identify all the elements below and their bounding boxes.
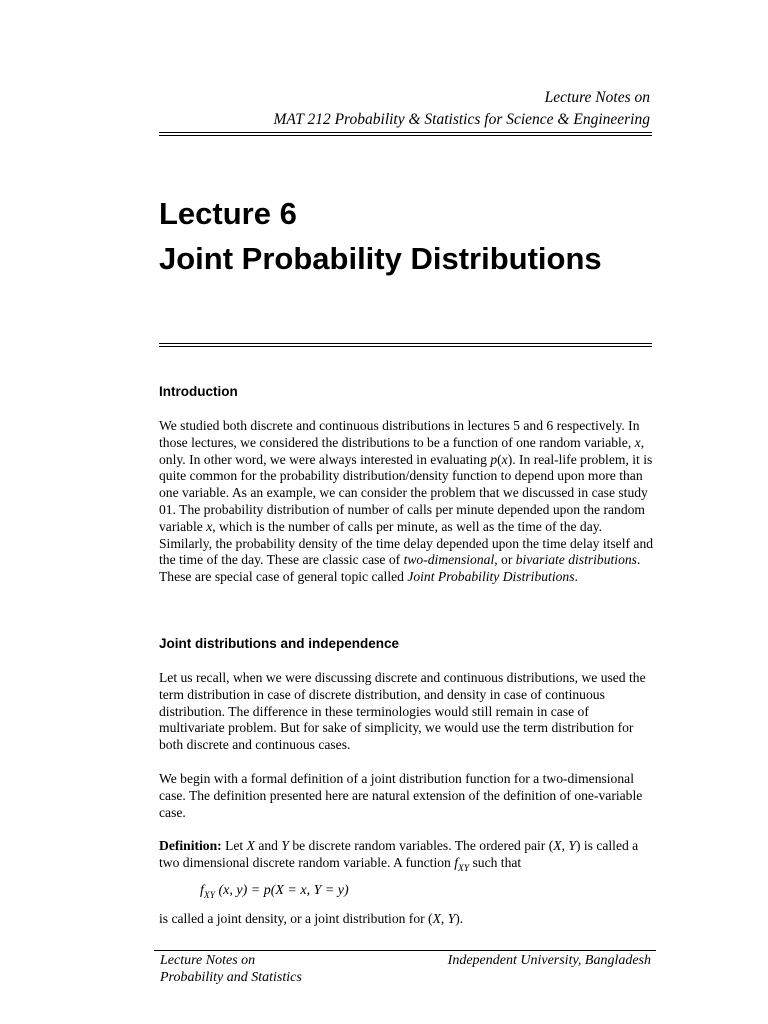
footer-left-line2: Probability and Statistics [160, 970, 302, 985]
section-heading-joint-distributions: Joint distributions and independence [159, 636, 400, 651]
header-divider [159, 132, 652, 136]
footer-institution: Independent University, Bangladesh [447, 953, 651, 968]
footer-left-line1: Lecture Notes on [160, 953, 256, 968]
definition-conclusion: is called a joint density, or a joint distribution for (X, Y). [159, 911, 464, 926]
definition-paragraph: Definition: Let X and Y be discrete random variables. The ordered pair (X, Y) is called a two dimensional discrete random variable. A function $f_{XY}$ such that [159, 838, 639, 874]
joint-paragraph-1: Let us recall, when we were discussing discrete and continuous distributions, we used the term distribution in case of discrete distribution, and density in case of continuous distribution. The difference in these terminologies would still remain in case of multivariate problem. But for sake of simplicity, we would use the term distribution for both discrete and continuous cases. [159, 670, 646, 753]
footer-divider [154, 950, 656, 951]
lecture-title: Joint Probability Distributions [159, 241, 602, 276]
joint-density-formula: $f_{XY}$ (x, y) = p(X = x, Y = y) [200, 883, 349, 901]
header-course-label: Lecture Notes on [544, 89, 650, 106]
header-course-title: MAT 212 Probability & Statistics for Science & Engineering [273, 111, 650, 128]
lecture-number: Lecture 6 [159, 196, 297, 231]
title-divider [159, 343, 652, 347]
definition-label: Definition: [159, 838, 222, 853]
section-heading-introduction: Introduction [159, 384, 238, 399]
introduction-paragraph: We studied both discrete and continuous distributions in lectures 5 and 6 respectively. In those lectures, we considered the distributions to be a function of one random variable, x, only. In other word, we were always interested in evaluating p(x). In real-life problem, it is quite common for the probability distribution/density function to depend upon more than one variable. As an example, we can consider the problem that we discussed in case study 01. The probability distribution of number of calls per minute depended upon the random variable x, which is the number of calls per minute, as well as the time of the day. Similarly, the probability density of the time delay depended upon the time delay itself and the time of the day. These are classic case of two-dimensional, or bivariate distributions. These are special case of general topic called Joint Probability Distributions. [159, 418, 654, 585]
joint-paragraph-2: We begin with a formal definition of a joint distribution function for a two-dimensional case. The definition presented here are natural extension of the definition of one-variable case. [159, 771, 643, 820]
